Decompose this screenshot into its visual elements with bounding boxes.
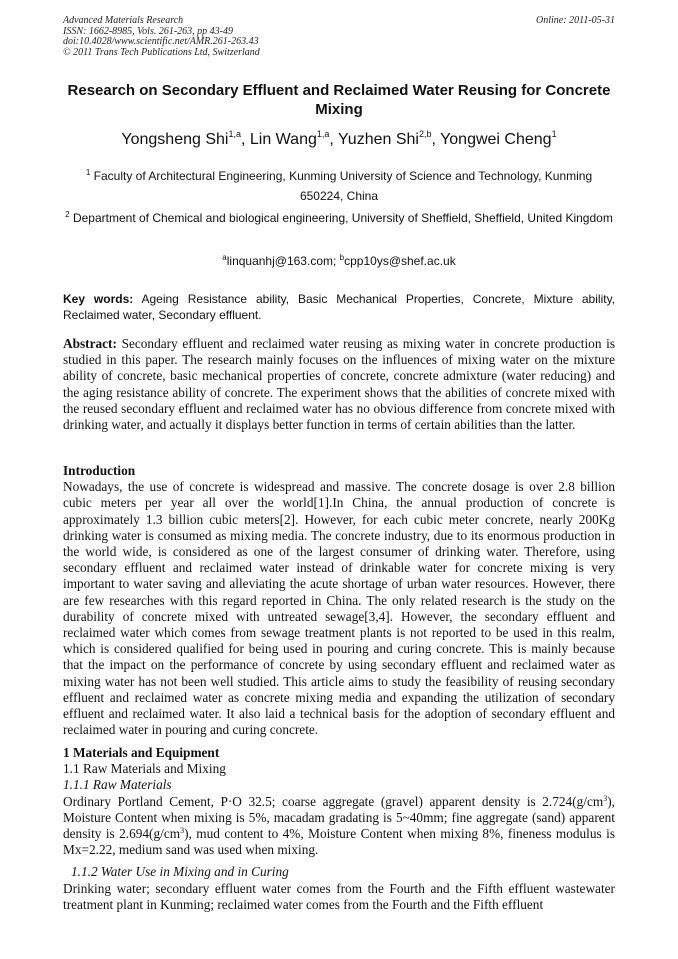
- affiliation-text: Faculty of Architectural Engineering, Kunming University of Science and Technology, Kunming 650224, China: [93, 169, 593, 203]
- introduction-text: Nowadays, the use of concrete is widespread and massive. The concrete dosage is over 2.8 billion cubic meters per year all over the world[1].In China, the annual production of concrete is approximately 1.3 billion cubic meters[2]. However, for each cubic meter concrete, nearly 200Kg drinking water is consumed as mixing media. The concrete industry, due to its enormous production in the world wide, is considered as one of the largest consumer of drinking water. Therefore, using secondary effluent and reclaimed water instead of drinkable water for concrete mixing is very important to water saving and alleviating the acute shortage of urban water resources. However, there are few researches with this regard reported in China. The only related research is the study on the durability of concrete mixed with untreated sewage[3,4]. However, the secondary effluent and reclaimed water which comes from sewage treatment plants is not reported to be used in this realm, which is considered qualified for being used in pouring and curing concrete. This is mainly because that the impact on the performance of concrete by using secondary effluent and reclaimed water as mixing water has not been well studied. This article aims to study the feasibility of reusing secondary effluent and reclaimed water as concrete mixing media and expanding the utilization of secondary effluent and reclaimed water. It also laid a technical basis for the adoption of secondary effluent and reclaimed water in pouring and curing concrete.: [63, 479, 615, 738]
- abstract-text: Secondary effluent and reclaimed water reusing as mixing water in concrete production is studied in this paper. The research mainly focuses on the influences of mixing water on the mixture ability of concrete, basic mechanical properties of concrete, concrete admixture (water reducing) and the aging resistance ability of concrete. The experiment shows that the abilities of concrete mixed with the reused secondary effluent and reclaimed water has no obvious difference from concrete mixed with drinking water, and actually it displays better function in terms of certain abilities than the latter.: [63, 336, 615, 433]
- author-sup: 2,b: [418, 129, 432, 139]
- email-link[interactable]: cpp10ys@shef.ac.uk: [344, 254, 456, 268]
- author-name: Yuzhen Shi: [338, 131, 419, 148]
- raw-text-b: ), Moisture Content when mixing is 5%, macadam gradating is 5~40mm; fine aggregate (sand) apparent density is 2.694(g/cm: [63, 793, 615, 842]
- subsubsection-heading: 1.1.1 Raw Materials: [63, 777, 172, 793]
- introduction-section: [63, 463, 615, 738]
- author-sup: 1: [551, 129, 557, 139]
- affiliation-2: [63, 208, 615, 228]
- subsubsection-heading: 1.1.2 Water Use in Mixing and in Curing: [71, 864, 289, 880]
- author-list: Yongsheng Shi$^{1,a}$, Lin Wang$^{1,a}$, Yuzhen Shi$^{2,b}$, Yongwei Cheng$^1$: [121, 129, 557, 148]
- paper-title: Research on Secondary Effluent and Reclaimed Water Reusing for Concrete Mixing: [67, 82, 611, 118]
- doi-line: doi:10.4028/www.scientific.net/AMR.261-263.43: [63, 36, 259, 47]
- section-heading: 1 Materials and Equipment: [63, 745, 220, 760]
- author-sup: 1,a: [316, 129, 330, 139]
- water-use-text: Drinking water; secondary effluent water comes from the Fourth and the Fifth effluent wastewater treatment plant in Kunming; reclaimed water comes from the Fourth and the Fifth effluent: [63, 880, 615, 912]
- abstract-label: Abstract:: [63, 336, 117, 351]
- keywords-label: Key words:: [63, 292, 134, 306]
- raw-text-c: ), mud content to 4%, Moisture Content when mixing 8%, fineness modulus is Mx=2.22, medium sand was used when mixing.: [63, 826, 615, 858]
- affiliation-text: Department of Chemical and biological engineering, University of Sheffield, Sheffield, United Kingdom: [72, 211, 613, 225]
- affiliation-sup: 1: [85, 168, 91, 177]
- introduction-heading: Introduction: [63, 463, 136, 478]
- author-name: Yongsheng Shi: [121, 131, 229, 148]
- email-link[interactable]: linquanhj@163.com;: [226, 254, 337, 268]
- author-name: Lin Wang: [249, 131, 317, 148]
- email-line: [63, 251, 615, 271]
- keywords: [63, 291, 615, 323]
- keywords-text: Ageing Resistance ability, Basic Mechanical Properties, Concrete, Mixture ability, Reclaimed water, Secondary effluent.: [63, 292, 616, 322]
- superscript: 3: [180, 826, 185, 836]
- journal-name: Advanced Materials Research: [63, 15, 184, 26]
- email-sup: a: [222, 253, 227, 262]
- affiliation-sup: 2: [65, 210, 70, 219]
- author-name: Yongwei Cheng: [440, 131, 552, 148]
- copyright-line: © 2011 Trans Tech Publications Ltd, Switzerland: [63, 46, 260, 58]
- raw-text-a: Ordinary Portland Cement, P·O 32.5; coarse aggregate (gravel) apparent density is 2.724(g/cm: [63, 793, 604, 809]
- abstract: [63, 336, 615, 433]
- subsection-heading: 1.1 Raw Materials and Mixing: [63, 761, 226, 777]
- raw-materials-text: [63, 794, 615, 859]
- materials-section: [63, 745, 615, 913]
- issn-line: ISSN: 1662-8985, Vols. 261-263, pp 43-49: [63, 25, 233, 37]
- superscript: 3: [603, 793, 608, 803]
- online-date: Online: 2011-05-31: [536, 15, 615, 26]
- email-sup: b: [339, 253, 345, 262]
- author-sup: 1,a: [228, 129, 241, 139]
- journal-header: [63, 16, 615, 58]
- affiliation-1: [63, 166, 615, 206]
